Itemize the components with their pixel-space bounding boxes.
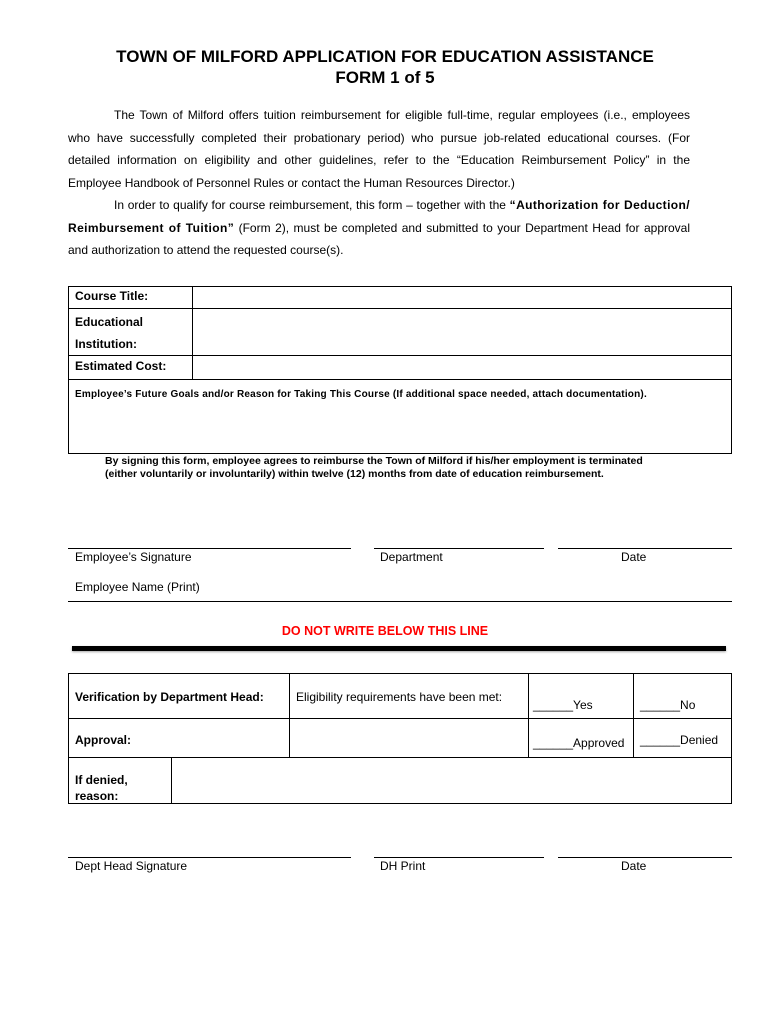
intro-paragraph-2-start: In order to qualify for course reimbursement, this form – together with the xyxy=(114,198,510,212)
agreement-line2: (either voluntarily or involuntarily) within twelve (12) months from date of education reimbursement. xyxy=(105,468,604,480)
dh-print-label: DH Print xyxy=(380,859,426,873)
if-denied-label xyxy=(75,772,128,804)
dh-date-label: Date xyxy=(621,859,647,873)
course-title-label: Course Title: xyxy=(69,287,193,309)
intro-paragraph-1-text: The Town of Milford offers tuition reimbursement for eligible full-time, regular employees (i.e., employees who have successfully completed their probationary period) who pursue job-related educational courses. (For detailed information on eligibility and other guidelines, refer to the “Education Reimbursement Policy” in the Employee Handbook of Personnel Rules or contact the Human Resources Director.) xyxy=(68,108,690,190)
no-option[interactable]: ______No xyxy=(640,698,696,712)
employee-signature-line[interactable] xyxy=(68,548,351,549)
authorization-form-name: “Authorization for Deduction/ Reimbursement of Tuition” xyxy=(68,198,690,235)
verification-label: Verification by Department Head: xyxy=(75,690,264,704)
educational-institution-label xyxy=(69,309,193,356)
dept-head-signature-line[interactable] xyxy=(68,857,351,858)
estimated-cost-field[interactable] xyxy=(193,356,732,380)
approval-label: Approval: xyxy=(75,733,132,747)
employee-name-print-label: Employee Name (Print) xyxy=(75,580,200,594)
intro-paragraph-2-end: (Form 2), must be completed and submitted to your Department Head for approval and authorization to attend the requested course(s). xyxy=(68,220,690,257)
if-denied-label-cell xyxy=(68,757,172,804)
if-denied-line2: reason: xyxy=(75,789,119,803)
eligibility-label: Eligibility requirements have been met: xyxy=(296,690,503,704)
intro-paragraph-1 xyxy=(68,104,690,194)
form-title-line2: FORM 1 of 5 xyxy=(335,68,435,87)
department-label: Department xyxy=(380,550,443,564)
denied-reason-field[interactable] xyxy=(171,757,732,804)
form-title-line1: TOWN OF MILFORD APPLICATION FOR EDUCATION ASSISTANCE xyxy=(116,47,654,66)
intro-paragraph-2 xyxy=(68,194,690,262)
no-cell[interactable] xyxy=(633,673,732,719)
approval-blank-cell xyxy=(289,718,529,758)
future-goals-label: Employee’s Future Goals and/or Reason for Taking This Course (If additional space needed, attach documentation). xyxy=(75,389,647,400)
dept-head-signature-label: Dept Head Signature xyxy=(75,859,188,873)
eligibility-cell xyxy=(289,673,529,719)
dh-print-line[interactable] xyxy=(374,857,544,858)
date-line[interactable] xyxy=(558,548,732,549)
educational-label: Educational xyxy=(75,315,144,329)
course-title-field[interactable] xyxy=(193,287,732,309)
date-label: Date xyxy=(621,550,647,564)
reimbursement-agreement xyxy=(105,455,705,481)
denied-option[interactable]: ______Denied xyxy=(640,733,719,747)
department-line[interactable] xyxy=(374,548,544,549)
verification-label-cell xyxy=(68,673,290,719)
employee-name-line[interactable] xyxy=(68,601,732,602)
approval-label-cell xyxy=(68,718,290,758)
yes-option[interactable]: ______Yes xyxy=(533,698,593,712)
course-info-table xyxy=(68,286,732,380)
form-title xyxy=(0,46,770,88)
if-denied-line1: If denied, xyxy=(75,773,128,787)
dh-date-line[interactable] xyxy=(558,857,732,858)
employee-signature-label: Employee’s Signature xyxy=(75,550,192,564)
do-not-write-warning: DO NOT WRITE BELOW THIS LINE xyxy=(281,624,489,638)
estimated-cost-label: Estimated Cost: xyxy=(69,356,193,380)
future-goals-box[interactable] xyxy=(68,378,732,454)
yes-cell[interactable] xyxy=(528,673,634,719)
approved-cell[interactable] xyxy=(528,718,634,758)
agreement-line1: By signing this form, employee agrees to reimburse the Town of Milford if his/her employment is terminated xyxy=(105,455,643,467)
approved-option[interactable]: ______Approved xyxy=(533,736,625,750)
institution-field[interactable] xyxy=(193,309,732,356)
denied-cell[interactable] xyxy=(633,718,732,758)
institution-label: Institution: xyxy=(75,337,137,351)
separator-thick-line xyxy=(72,646,726,651)
